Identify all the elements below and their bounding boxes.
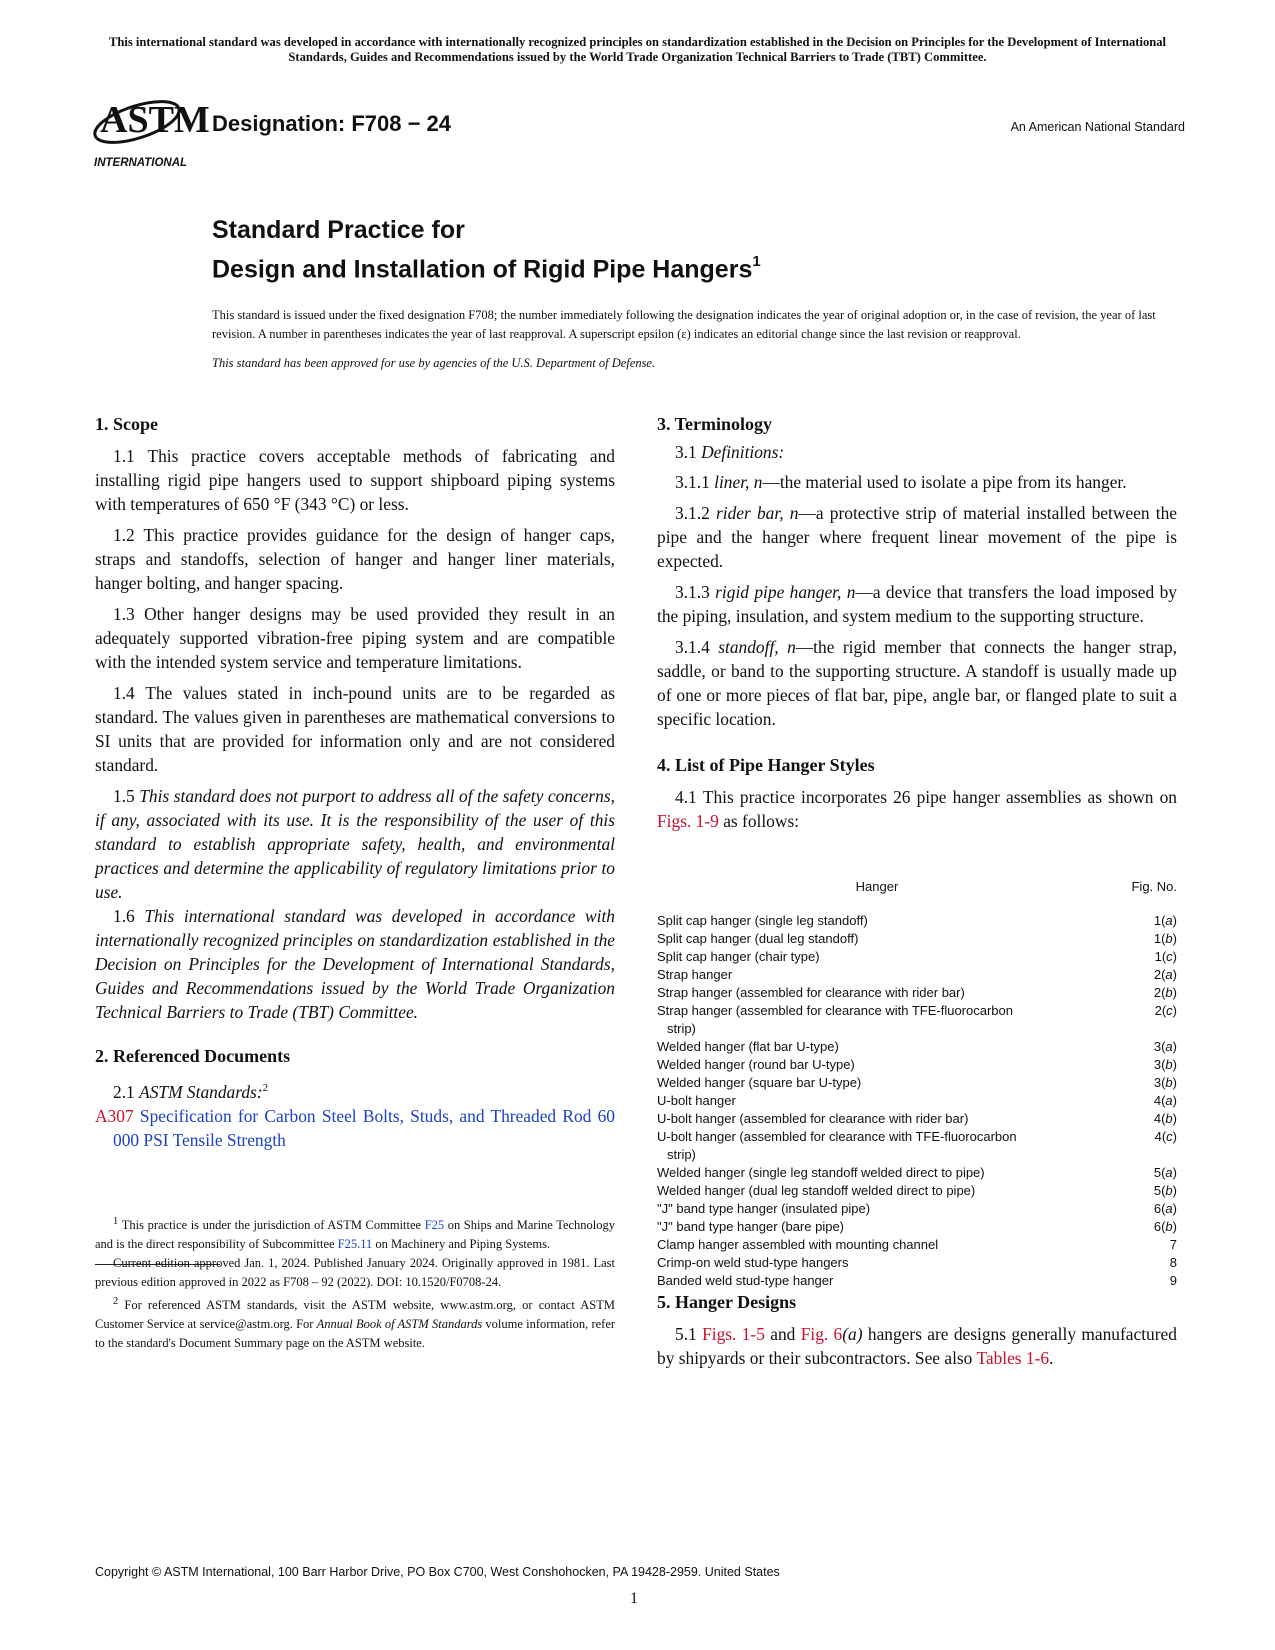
para-1-3: 1.3 Other hanger designs may be used provided they result in an adequately supported vibration-free piping system and are compatible with the intended system service and temperature limitations. (95, 604, 615, 672)
ref-a307[interactable] (95, 1104, 615, 1152)
hanger-name: Clamp hanger assembled with mounting channel (657, 1237, 939, 1252)
fig-number: 4(b) (1153, 1111, 1177, 1126)
section-5-heading: 5. Hanger Designs (657, 1292, 797, 1312)
hanger-name: Strap hanger (assembled for clearance with TFE-fluorocarbon strip) (657, 1003, 1013, 1036)
hanger-name: Split cap hanger (dual leg standoff) (657, 931, 859, 946)
para-1-4: 1.4 The values stated in inch-pound units are to be regarded as standard. The values given in parentheses are mathematical conversions to SI units that are provided for information only and are not considered standard. (95, 683, 615, 775)
link-figs-1-9[interactable]: Figs. 1-9 (657, 811, 719, 831)
table-body (657, 912, 1177, 1290)
table-row (657, 1182, 1177, 1200)
title-line1: Standard Practice for (212, 216, 465, 244)
fig-number: 2(a) (1153, 967, 1177, 982)
fig-number: 9 (1169, 1273, 1177, 1288)
table-row (657, 1110, 1177, 1128)
term-standoff: 3.1.4 standoff, n—the rigid member that connects the hanger strap, saddle, or band to the supporting structure. A standoff is usually made up of one or more pieces of flat bar, pipe, angle bar, or flanged plate to suit a specific location. (657, 637, 1177, 729)
table-row (657, 930, 1177, 948)
left-column (95, 412, 615, 1152)
hanger-name: "J" band type hanger (bare pipe) (657, 1219, 845, 1234)
footnotes (95, 1212, 615, 1353)
table-row (657, 1128, 1177, 1164)
hanger-name: Welded hanger (dual leg standoff welded direct to pipe) (657, 1183, 976, 1198)
hanger-name: Strap hanger (657, 967, 733, 982)
para-2-1: 2.1 ASTM Standards:$^2$ (113, 1081, 269, 1102)
hanger-table (657, 878, 1177, 1290)
title-line2: Design and Installation of Rigid Pipe Hangers$^1$ (212, 253, 761, 284)
fig-number: 1(a) (1153, 913, 1177, 928)
link-f25-11[interactable]: F25.11 (337, 1237, 373, 1252)
fig-number: 4(c) (1154, 1129, 1177, 1144)
table-row (657, 1074, 1177, 1092)
section-5 (657, 1290, 1177, 1370)
american-national-standard: An American National Standard (1010, 120, 1185, 134)
term-liner: 3.1.1 liner, n—the material used to isolate a pipe from its hanger. (675, 472, 1127, 492)
logo-word: ASTM (100, 99, 210, 141)
hanger-name: U-bolt hanger (assembled for clearance with TFE-fluorocarbon strip) (657, 1129, 1017, 1162)
footnote-current-edition: Current edition approved Jan. 1, 2024. Published January 2024. Originally approved in 1981. Last previous edition approved in 2022 as F708 – 92 (2022). DOI: 10.1520/F0708-24. (95, 1256, 615, 1290)
table-header (657, 878, 1177, 896)
para-5-1: 5.1 Figs. 1-5 and Fig. 6(a) hangers are designs generally manufactured by shipyards or their subcontractors. See also Tables 1-6. (657, 1324, 1177, 1368)
table-row (657, 1038, 1177, 1056)
hanger-name: "J" band type hanger (insulated pipe) (657, 1201, 871, 1216)
table-row (657, 1002, 1177, 1038)
logo-sub: INTERNATIONAL (94, 157, 188, 169)
hanger-name: Strap hanger (assembled for clearance with rider bar) (657, 985, 965, 1000)
col-fig-header: Fig. No. (1131, 879, 1177, 894)
section-4-heading: 4. List of Pipe Hanger Styles (657, 755, 875, 775)
hanger-name: Banded weld stud-type hanger (657, 1273, 834, 1288)
term-rider-bar: 3.1.2 rider bar, n—a protective strip of material installed between the pipe and the hanger where frequent linear movement of the pipe is expected. (657, 503, 1177, 571)
fig-number: 1(c) (1154, 949, 1177, 964)
hanger-name: Split cap hanger (single leg standoff) (657, 913, 868, 928)
fig-number: 2(c) (1154, 1003, 1177, 1018)
page-number: 1 (630, 1590, 638, 1607)
fig-number: 4(a) (1153, 1093, 1177, 1108)
astm-logo-icon (92, 86, 210, 176)
hanger-name: Crimp-on weld stud-type hangers (657, 1255, 849, 1270)
fig-number: 6(a) (1153, 1201, 1177, 1216)
copyright-line: Copyright © ASTM International, 100 Barr Harbor Drive, PO Box C700, West Conshohocken, PA 19428-2959. United States (95, 1565, 780, 1579)
intro-block (212, 306, 1178, 373)
table-row (657, 1200, 1177, 1218)
link-tables-1-6[interactable]: Tables 1-6 (976, 1348, 1050, 1368)
astm-logo (92, 86, 210, 176)
fig-number: 1(b) (1153, 931, 1177, 946)
hanger-name: U-bolt hanger (657, 1093, 736, 1108)
fig-number: 5(b) (1153, 1183, 1177, 1198)
section-3-heading: 3. Terminology (657, 414, 773, 434)
fig-number: 3(b) (1153, 1075, 1177, 1090)
ref-a307-title[interactable]: Specification for Carbon Steel Bolts, Studs, and Threaded Rod 60 000 PSI Tensile Strength (113, 1105, 615, 1150)
table-row (657, 1164, 1177, 1182)
para-1-1: 1.1 This practice covers acceptable methods of fabricating and installing rigid pipe hangers used to support shipboard piping systems with temperatures of 650 °F (343 °C) or less. (95, 446, 615, 514)
para-1-2: 1.2 This practice provides guidance for the design of hanger caps, straps and standoffs, selection of hanger and hanger liner materials, hanger bolting, and hanger spacing. (95, 525, 615, 593)
hanger-name: Split cap hanger (chair type) (657, 949, 820, 964)
document-title (212, 213, 761, 286)
ref-a307-code[interactable]: A307 (95, 1105, 134, 1126)
section-2-heading: 2. Referenced Documents (95, 1046, 291, 1066)
fig-number: 5(a) (1153, 1165, 1177, 1180)
col-hanger-header: Hanger (855, 879, 899, 894)
dod-statement: This standard has been approved for use by agencies of the U.S. Department of Defense. (212, 356, 656, 370)
table-row (657, 1254, 1177, 1272)
fig-number: 3(b) (1153, 1057, 1177, 1072)
title-footnote-mark: 1 (752, 253, 761, 270)
fig-number: 7 (1169, 1237, 1177, 1252)
right-column (657, 412, 1177, 833)
para-1-5: 1.5 This standard does not purport to address all of the safety concerns, if any, associated with its use. It is the responsibility of the user of this standard to establish appropriate safety, health, and environmental practices and determine the applicability of regulatory limitations prior to use. (95, 786, 615, 902)
link-figs-1-5[interactable]: Figs. 1-5 (702, 1324, 765, 1344)
hanger-name: Welded hanger (flat bar U-type) (657, 1039, 839, 1054)
hanger-name: Welded hanger (single leg standoff welded direct to pipe) (657, 1165, 985, 1180)
table-row (657, 1218, 1177, 1236)
para-4-1: 4.1 This practice incorporates 26 pipe hanger assemblies as shown on Figs. 1-9 as follows: (657, 787, 1177, 831)
fig-number: 2(b) (1153, 985, 1177, 1000)
table-row (657, 1056, 1177, 1074)
table-row (657, 1272, 1177, 1290)
para-3-1: 3.1 Definitions: (675, 442, 785, 462)
table-row (657, 966, 1177, 984)
footnote-1: $^1$ This practice is under the jurisdiction of ASTM Committee F25 on Ships and Marine Technology and is the direct responsibility of Subcommittee F25.11 on Machinery and Piping Systems. (95, 1216, 616, 1252)
footnote-2: $^2$ For referenced ASTM standards, visit the ASTM website, www.astm.org, or contact ASTM Customer Service at service@astm.org. For Annual Book of ASTM Standards volume information, refer to the standard's Document Summary page on the ASTM website. (95, 1296, 616, 1351)
intro-text: This standard is issued under the fixed designation F708; the number immediately following the designation indicates the year of original adoption or, in the case of revision, the year of last revision. A number in parentheses indicates the year of last reapproval. A superscript epsilon (ε) indicates an editorial change since the last revision or reapproval. (212, 308, 1156, 341)
fig-number: 8 (1169, 1255, 1177, 1270)
term-rigid-pipe-hanger: 3.1.3 rigid pipe hanger, n—a device that transfers the load imposed by the piping, insulation, and system medium to the supporting structure. (657, 582, 1177, 626)
table-row (657, 948, 1177, 966)
link-fig-6[interactable]: Fig. 6 (800, 1324, 843, 1344)
table-row (657, 912, 1177, 930)
table-row (657, 984, 1177, 1002)
para-1-6: 1.6 This international standard was developed in accordance with internationally recognized principles on standardization established in the Decision on Principles for the Development of International Standards, Guides and Recommendations issued by the World Trade Organization Technical Barriers to Trade (TBT) Committee. (95, 906, 615, 1022)
table-row (657, 1236, 1177, 1254)
link-f25[interactable]: F25 (424, 1218, 445, 1233)
top-notice: This international standard was developed in accordance with internationally recognized principles on standardization established in the Decision on Principles for the Development of International Standards, Guides and Recommendations issued by the World Trade Organization Technical Barriers to Trade (TBT) Committee. (108, 35, 1167, 64)
hanger-name: Welded hanger (square bar U-type) (657, 1075, 862, 1090)
hanger-name: Welded hanger (round bar U-type) (657, 1057, 855, 1072)
fig-number: 6(b) (1153, 1219, 1177, 1234)
hanger-name: U-bolt hanger (assembled for clearance with rider bar) (657, 1111, 969, 1126)
fig-number: 3(a) (1153, 1039, 1177, 1054)
table-row (657, 1092, 1177, 1110)
section-1-heading: 1. Scope (95, 414, 158, 434)
designation: Designation: F708 − 24 (212, 111, 452, 136)
